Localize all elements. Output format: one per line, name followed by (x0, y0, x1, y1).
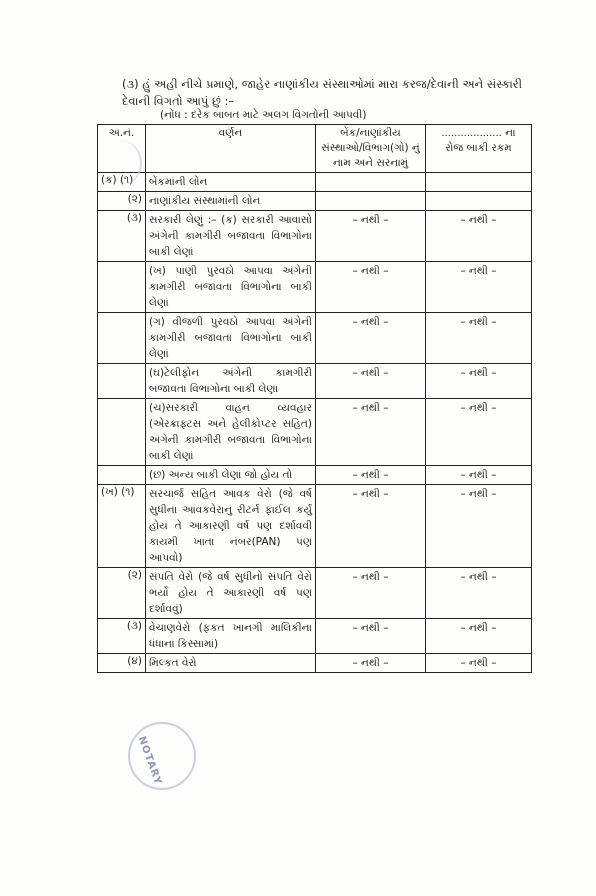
intro-line-1: (૩) હું અહી નીચે પ્રમાણે, જાહેર નાણાંકીય સંસ્થાઓમાં મારા કરજ/દેવાની અને સંસ્કારી (122, 77, 523, 91)
row-serial-no: (૨) (98, 192, 146, 211)
row-balance: – નથી – (426, 364, 532, 399)
table-row (98, 399, 532, 466)
row-bank-name: – નથી – (316, 211, 426, 262)
table-row (98, 173, 532, 192)
row-bank-name (316, 173, 426, 192)
note-text: (નોંધ : દરેક બાબત માટે અલગ વિગતોની આપવી) (160, 109, 367, 121)
intro-paragraph (122, 76, 532, 110)
row-bank-name: – નથી – (316, 568, 426, 619)
row-serial-no: (૪) (98, 654, 146, 673)
row-balance: – નથી – (426, 262, 532, 313)
row-bank-name: – નથી – (316, 466, 426, 485)
row-bank-name: – નથી – (316, 313, 426, 364)
row-balance (426, 173, 532, 192)
row-bank-name: – નથી – (316, 485, 426, 568)
row-balance (426, 192, 532, 211)
row-serial-no (98, 364, 146, 399)
row-balance: – નથી – (426, 485, 532, 568)
liabilities-table (97, 124, 532, 673)
row-bank-name: – નથી – (316, 619, 426, 654)
row-balance: – નથી – (426, 211, 532, 262)
table-row (98, 262, 532, 313)
table-row (98, 211, 532, 262)
row-bank-name: – નથી – (316, 262, 426, 313)
row-bank-name: – નથી – (316, 364, 426, 399)
row-serial-no (98, 313, 146, 364)
row-description: સરકારી લેણું :– (ક) સરકારી આવાસો અંગેની કામગીરી બજાવતા વિભાગોના બાકી લેણાં (146, 211, 316, 262)
header-serial-no: અ.નં. (98, 125, 146, 173)
row-description: બેંકમાંની લોન (146, 173, 316, 192)
header-balance (426, 125, 532, 173)
row-serial-no: (ક) (૧) (98, 173, 146, 192)
row-serial-no: (૩) (98, 619, 146, 654)
row-bank-name: – નથી – (316, 399, 426, 466)
table-row (98, 192, 532, 211)
row-balance: – નથી – (426, 399, 532, 466)
row-description: વેચાણવેરો (ફકત ખાનગી માલિકીના ધંધાના કિસ્સામાં) (146, 619, 316, 654)
row-balance: – નથી – (426, 654, 532, 673)
row-serial-no (98, 262, 146, 313)
row-description: સરચાર્જ સહિત આવક વેરો (જે વર્ષ સુધીના આવકવેરાનું રીટર્ન ફાઈલ કર્યું હોય તે આકારણી વર્ષ પણ દર્શાવવી કાયમી ખાતા નંબર(PAN) પણ આપવો) (146, 485, 316, 568)
row-description: (ગ) વીજળી પુરવઠો આપવા અંગેની કામગીરી બજાવતા વિભાગોના બાકી લેણાં (146, 313, 316, 364)
table-row (98, 485, 532, 568)
row-description: સંપતિ વેરો (જે વર્ષ સુધીનો સંપતિ વેરો ભર્યો હોય તે આકારણી વર્ષ પણ દર્શાવવું) (146, 568, 316, 619)
header-balance-suffix: ના (505, 127, 516, 139)
notary-stamp-text: NOTARY (135, 735, 164, 787)
header-description: વર્ણન (146, 125, 316, 173)
row-serial-no (98, 399, 146, 466)
table-header-row (98, 125, 532, 173)
row-description: નાણાંકીય સંસ્થામાંની લોન (146, 192, 316, 211)
row-description: (ખ) પાણી પુરવઠો આપવા અંગેની કામગીરી બજાવતા વિભાગોના બાકી લેણાં (146, 262, 316, 313)
table-row (98, 466, 532, 485)
row-description: (ઘ)ટેલીફોન અંગેની કામગીરી બજાવતા વિભાગોના બાકી લેણા (146, 364, 316, 399)
intro-line-2: દેવાની વિગતો આપું છું :– (122, 94, 235, 108)
row-serial-no: (૩) (98, 211, 146, 262)
table-row (98, 313, 532, 364)
row-serial-no (98, 466, 146, 485)
header-bank-name: બેંક/નાણાંકીય સંસ્થાઓ/વિભાગ(ગો) નું નામ અને સરનામું (316, 125, 426, 173)
row-bank-name (316, 192, 426, 211)
row-balance: – નથી – (426, 466, 532, 485)
row-description: (ચ)સરકારી વાહન વ્યવહાર (એરક્રાફ્ટસ અને હેલીકોપ્ટર સહિત) અંગેની કામગીરી બજાવતા વિભાગોના બાકી લેણાં (146, 399, 316, 466)
header-balance-date-blank: ................... (441, 128, 502, 139)
row-description: (છ) અન્ય બાકી લેણાં જો હોય તો (146, 466, 316, 485)
table-row (98, 619, 532, 654)
row-balance: – નથી – (426, 568, 532, 619)
table-row (98, 654, 532, 673)
header-balance-line2: રોજ બાકી રકમ (445, 142, 512, 154)
row-balance: – નથી – (426, 313, 532, 364)
table-row (98, 568, 532, 619)
row-description: મિલ્કત વેરો (146, 654, 316, 673)
row-serial-no: (૨) (98, 568, 146, 619)
row-balance: – નથી – (426, 619, 532, 654)
table-row (98, 364, 532, 399)
row-serial-no: (ખ) (૧) (98, 485, 146, 568)
row-bank-name: – નથી – (316, 654, 426, 673)
